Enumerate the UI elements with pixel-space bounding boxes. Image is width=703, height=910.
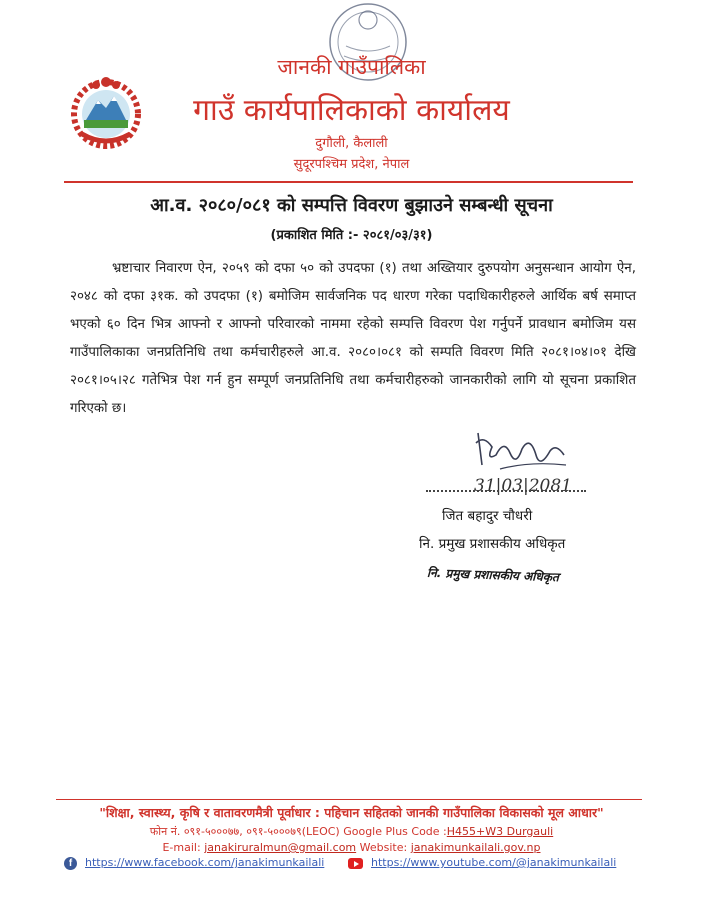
email-link[interactable]: janakiruralmun@gmail.com	[204, 841, 357, 854]
youtube-link[interactable]: https://www.youtube.com/@janakimunkailali	[371, 856, 617, 869]
designation-stamp: नि. प्रमुख प्रशासकीय अधिकृत	[426, 565, 560, 585]
email-label: E-mail:	[162, 841, 201, 854]
website-link[interactable]: janakimunkailali.gov.np	[410, 841, 541, 854]
notice-title: आ.व. २०८०/०८१ को सम्पत्ति विवरण बुझाउने सम्बन्धी सूचना	[150, 195, 553, 216]
website-label: Website:	[359, 841, 408, 854]
address-line-2: सुदूरपश्चिम प्रदेश, नेपाल	[293, 157, 410, 172]
notice-body: भ्रष्टाचार निवारण ऐन, २०५९ को दफा ५० को उपदफा (१) तथा अख्तियार दुरुपयोग अनुसन्धान आयोग ऐन, २०४८ को दफा ३१क. को उपदफा (१) बमोजिम सार्वजनिक पद धारण गरेका पदाधिकारीहरुले आर्थिक बर्ष समाप्त भएको ६० दिन भित्र आफ्नो र आफ्नो परिवारको नाममा रहेको सम्पत्ति विवरण पेश गर्नुपर्ने प्रावधान बमोजिम यस गाउँपालिकाका जनप्रतिनिधि तथा कर्मचारीहरुले आ.व. २०८०।०८१ को सम्पति विवरण मिति २०८१।०४।०१ देखि २०८१।०५।२८ गतेभित्र पेश गर्न हुन सम्पूर्ण जनप्रतिनिधि तथा कर्मचारीहरुको जानकारीको लागि यो सूचना प्रकाशित गरिएको छ।	[70, 261, 636, 416]
office-name: गाउँ कार्यपालिकाको कार्यालय	[193, 93, 510, 128]
signature-date: 31|03|2081	[474, 476, 572, 496]
header-divider	[64, 181, 633, 183]
plus-code-link[interactable]: H455+W3 Durgauli	[446, 825, 554, 838]
contact-phone-line	[0, 824, 703, 839]
facebook-link[interactable]: https://www.facebook.com/janakimunkailali	[85, 856, 325, 869]
municipality-name: जानकी गाउँपालिका	[277, 55, 426, 79]
social-links	[64, 856, 644, 872]
footer-slogan: "शिक्षा, स्वास्थ्य, कृषि र वातावरणमैत्री पूर्वाधार : पहिचान सहितको जानकी गाउँपालिका विकासको मूल आधार"	[99, 805, 604, 820]
facebook-icon: f	[64, 857, 77, 870]
signer-title: नि. प्रमुख प्रशासकीय अधिकृत	[419, 536, 566, 552]
published-date: (प्रकाशित मिति :- २०८१/०३/३१)	[270, 228, 433, 243]
contact-email-line	[0, 841, 703, 854]
signature-line	[426, 482, 586, 492]
address-line-1: दुगौली, कैलाली	[315, 136, 388, 151]
footer-divider	[56, 799, 642, 800]
phone-text: फोन नं. ०९१-५०००७७, ०९१-५०००७९(LEOC) Google Plus Code :	[149, 825, 447, 838]
signer-name: जित बहादुर चौधरी	[442, 508, 533, 524]
youtube-icon	[348, 858, 363, 869]
